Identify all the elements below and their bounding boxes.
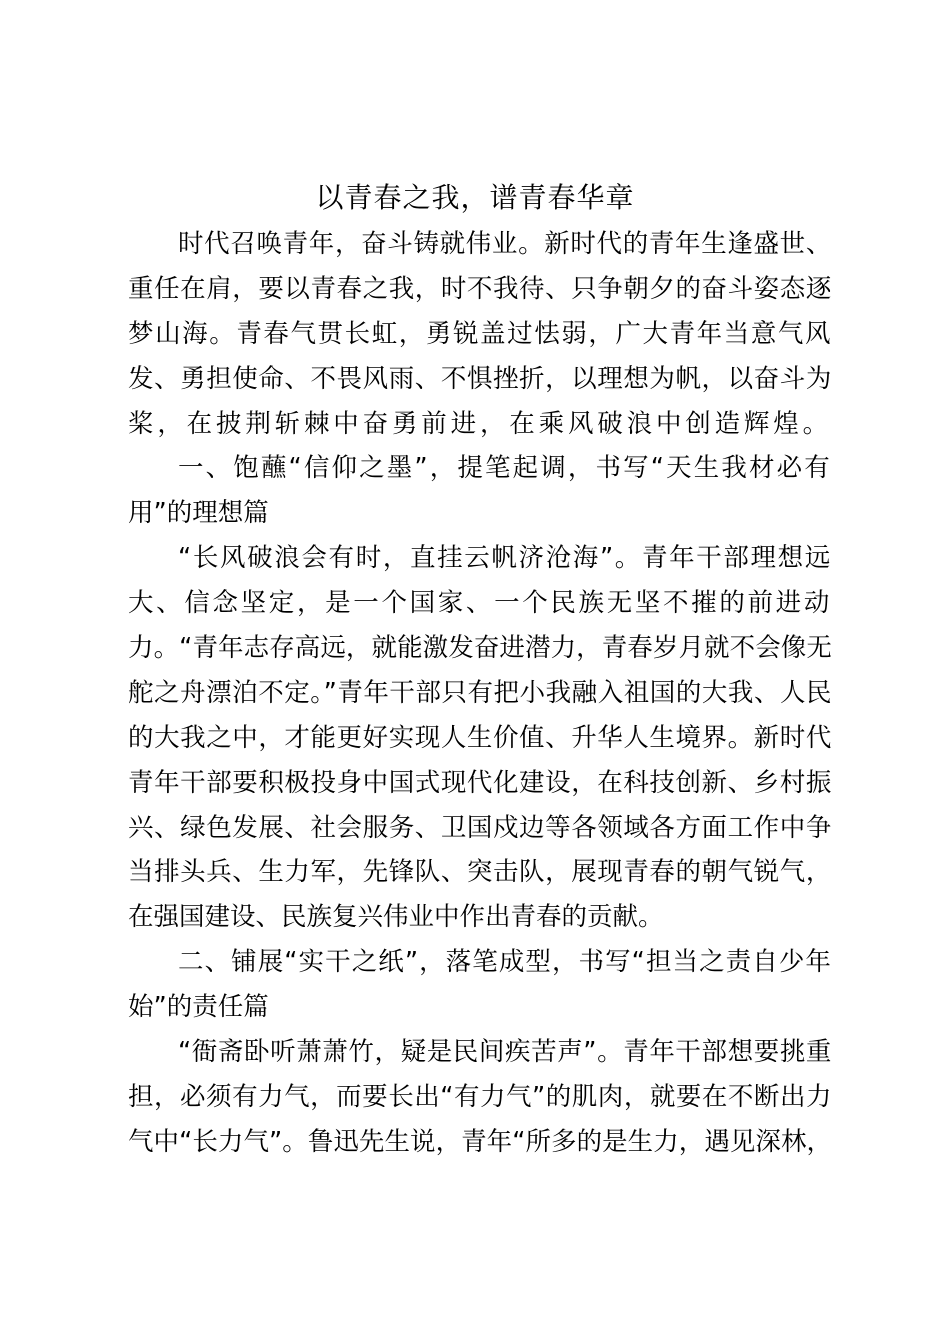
text-line: 气中“长力气”。鲁迅先生说，青年“所多的是生力，遇见深林， xyxy=(128,1126,833,1157)
text-line: “衙斋卧听萧萧竹，疑是民间疾苦声”。青年干部想要挑重 xyxy=(178,1037,833,1068)
text-line: 梦山海。青春气贯长虹，勇锐盖过怯弱，广大青年当意气风 xyxy=(128,318,833,349)
text-line: 桨，在披荆斩棘中奋勇前进，在乘风破浪中创造辉煌。 xyxy=(128,408,832,439)
text-line: 在强国建设、民族复兴伟业中作出青春的贡献。 xyxy=(128,902,664,933)
text-line: 二、铺展“实干之纸”，落笔成型，书写“担当之责自少年 xyxy=(178,947,832,978)
text-line: 大、信念坚定，是一个国家、一个民族无坚不摧的前进动 xyxy=(128,588,833,619)
text-line: 时代召唤青年，奋斗铸就伟业。新时代的青年生逢盛世、 xyxy=(178,229,833,259)
text-line: 青年干部要积极投身中国式现代化建设，在科技创新、乡村振 xyxy=(128,767,832,798)
text-line: 舵之舟漂泊不定。”青年干部只有把小我融入祖国的大我、人民 xyxy=(128,677,833,708)
text-line: 用”的理想篇 xyxy=(128,498,269,529)
document-body xyxy=(128,222,832,1165)
text-line: 兴、绿色发展、社会服务、卫国戍边等各领域各方面工作中争 xyxy=(128,812,832,843)
text-line: 当排头兵、生力军，先锋队、突击队，展现青春的朝气锐气， xyxy=(128,857,832,888)
text-line: 担，必须有力气，而要长出“有力气”的肌肉，就要在不断出力 xyxy=(128,1081,832,1112)
text-line: 力。“青年志存高远，就能激发奋进潜力，青春岁月就不会像无 xyxy=(128,633,832,664)
text-line: “长风破浪会有时，直挂云帆济沧海”。青年干部理想远 xyxy=(178,543,832,574)
text-line: 重任在肩，要以青春之我，时不我待、只争朝夕的奋斗姿态逐 xyxy=(128,273,832,304)
text-line: 始”的责任篇 xyxy=(128,992,269,1023)
text-line: 一、饱蘸“信仰之墨”，提笔起调，书写“天生我材必有 xyxy=(178,453,832,484)
document-title: 以青春之我，谱青春华章 xyxy=(315,181,635,214)
text-line: 的大我之中，才能更好实现人生价值、升华人生境界。新时代 xyxy=(128,722,832,753)
text-line: 发、勇担使命、不畏风雨、不惧挫折，以理想为帆，以奋斗为 xyxy=(128,363,832,394)
